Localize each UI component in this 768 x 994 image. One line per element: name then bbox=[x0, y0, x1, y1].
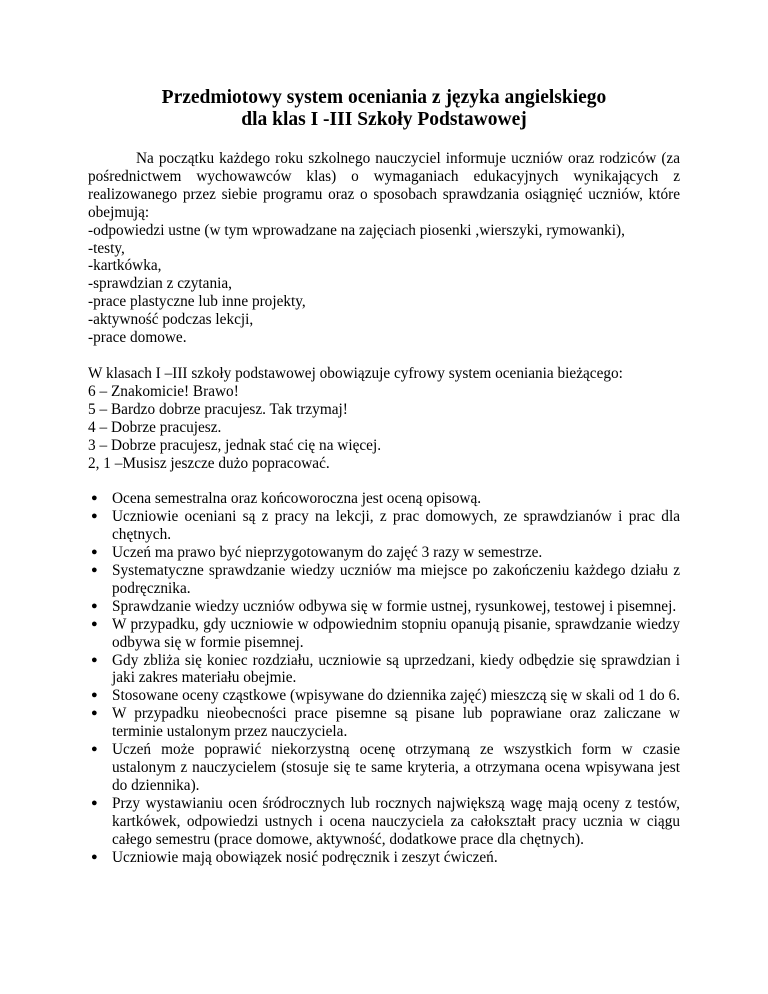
bullet-icon: ● bbox=[91, 617, 98, 630]
rule-item bbox=[91, 508, 680, 544]
rule-item bbox=[91, 848, 680, 867]
rule-text: Ocena semestralna oraz końcoworoczna jest oceną opisową. bbox=[112, 490, 482, 508]
bullet-icon: ● bbox=[91, 707, 98, 720]
rule-text: Uczniowie oceniani są z pracy na lekcji, z prac domowych, ze sprawdzianów i prac dla chętnych. bbox=[112, 508, 680, 544]
rule-item bbox=[91, 597, 680, 616]
method-item: -prace domowe. bbox=[88, 329, 187, 347]
grade-scale-list bbox=[88, 383, 680, 473]
method-item: -sprawdzian z czytania, bbox=[88, 275, 232, 293]
rule-text: Przy wystawianiu ocen śródrocznych lub rocznych największą wagę mają oceny z testów, kartkówek, odpowiedzi ustnych i ocena nauczyciela za całokształt pracy ucznia w ciągu całego semestru (prace domowe, aktywność, dodatkowe prace dla chętnych). bbox=[112, 794, 680, 848]
rule-item bbox=[91, 705, 680, 741]
method-item: -odpowiedzi ustne (w tym wprowadzane na zajęciach piosenki ,wierszyki, rymowanki), bbox=[88, 221, 625, 239]
rule-text: Uczniowie mają obowiązek nosić podręcznik i zeszyt ćwiczeń. bbox=[112, 848, 498, 866]
grade-item: 3 – Dobrze pracujesz, jednak stać cię na więcej. bbox=[88, 436, 382, 454]
rule-text: Stosowane oceny cząstkowe (wpisywane do dziennika zajęć) mieszczą się w skali od 1 do 6. bbox=[112, 687, 680, 705]
rule-text: Systematyczne sprawdzanie wiedzy uczniów ma miejsce po zakończeniu każdego działu z podręcznika. bbox=[112, 562, 680, 597]
rules-bullet-list bbox=[88, 490, 680, 866]
rule-item bbox=[91, 615, 680, 652]
title-line-2: dla klas I -III Szkoły Podstawowej bbox=[241, 109, 527, 130]
rule-text: W przypadku, gdy uczniowie w odpowiednim stopniu opanują pisanie, sprawdzanie wiedzy odbywa się w formie pisemnej. bbox=[112, 615, 680, 651]
intro-paragraph: Na początku każdego roku szkolnego nauczyciel informuje uczniów oraz rodziców (za pośrednictwem wychowawców klas) o wymaganiach edukacyjnych wynikających z realizowanego przez siebie programu oraz o sposobach sprawdzania osiągnięć uczniów, które obejmują: bbox=[88, 150, 680, 221]
method-item: -testy, bbox=[88, 239, 125, 257]
rule-item bbox=[91, 562, 680, 598]
rule-item bbox=[91, 544, 680, 562]
rule-text: Sprawdzanie wiedzy uczniów odbywa się w formie ustnej, rysunkowej, testowej i pisemnej. bbox=[112, 597, 677, 615]
rule-text: Uczeń ma prawo być nieprzygotowanym do zajęć 3 razy w semestrze. bbox=[112, 544, 543, 562]
paragraph-spacer bbox=[88, 347, 680, 365]
rule-text: Uczeń może poprawić niekorzystną ocenę otrzymaną ze wszystkich form w czasie ustalonym z nauczycielem (stosuje się te same kryteria, a otrzymana ocena wpisywana jest do dziennika). bbox=[112, 741, 680, 794]
bullet-icon: ● bbox=[91, 510, 98, 523]
bullet-icon: ● bbox=[91, 689, 98, 702]
grade-item: 5 – Bardzo dobrze pracujesz. Tak trzymaj! bbox=[88, 400, 348, 418]
bullet-icon: ● bbox=[91, 653, 98, 666]
rule-text: W przypadku nieobecności prace pisemne są pisane lub poprawiane oraz zaliczane w terminie ustalonym przez nauczyciela. bbox=[112, 705, 680, 741]
bullet-icon: ● bbox=[91, 599, 98, 612]
bullet-icon: ● bbox=[91, 564, 98, 577]
assessment-methods-list bbox=[88, 222, 680, 347]
title-line-1: Przedmiotowy system oceniania z języka angielskiego bbox=[161, 87, 607, 108]
bullet-icon: ● bbox=[91, 850, 98, 863]
method-item: -aktywność podczas lekcji, bbox=[88, 311, 254, 329]
rule-item bbox=[91, 490, 680, 508]
method-item: -kartkówka, bbox=[88, 257, 162, 275]
grading-intro: W klasach I –III szkoły podstawowej obowiązuje cyfrowy system oceniania bieżącego: bbox=[88, 364, 623, 382]
method-item: -prace plastyczne lub inne projekty, bbox=[88, 293, 306, 311]
grade-item: 6 – Znakomicie! Brawo! bbox=[88, 382, 239, 400]
document-title bbox=[88, 87, 680, 131]
rule-text: Gdy zbliża się koniec rozdziału, uczniowie są uprzedzani, kiedy odbędzie się sprawdzian i jaki zakres materiału obejmie. bbox=[112, 651, 680, 687]
grade-item: 2, 1 –Musisz jeszcze dużo popracować. bbox=[88, 454, 330, 472]
rule-item bbox=[91, 794, 680, 849]
grade-item: 4 – Dobrze pracujesz. bbox=[88, 418, 222, 436]
bullet-icon: ● bbox=[91, 492, 98, 505]
bullet-icon: ● bbox=[91, 546, 98, 559]
bullet-icon: ● bbox=[91, 743, 98, 756]
rule-item bbox=[91, 741, 680, 795]
bullet-icon: ● bbox=[91, 796, 98, 809]
rule-item bbox=[91, 687, 680, 705]
rule-item bbox=[91, 651, 680, 688]
